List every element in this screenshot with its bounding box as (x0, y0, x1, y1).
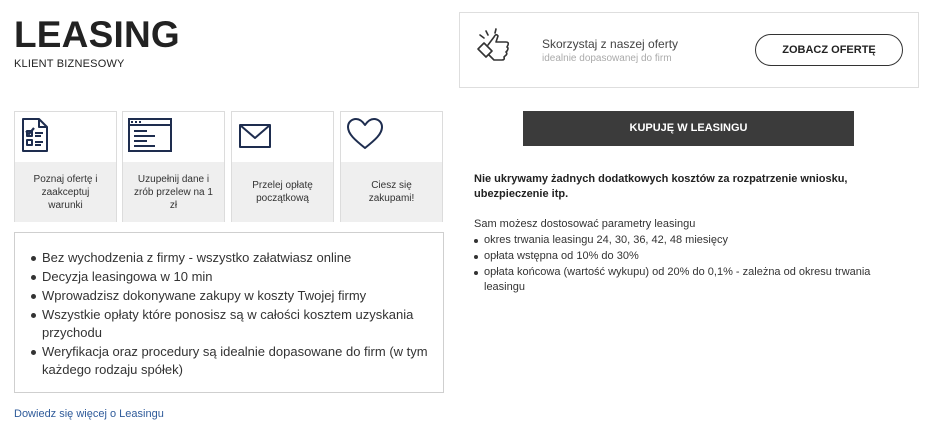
offer-subline: idealnie dopasowanej do firm (542, 53, 672, 64)
list-item: Wprowadzisz dokonywane zakupy w koszty Twojej firmy (31, 287, 431, 305)
step-label: Poznaj ofertę i zaakceptuj warunki (15, 162, 116, 222)
list-item: Bez wychodzenia z firmy - wszystko załatwiasz online (31, 249, 431, 267)
parameters-intro: Sam możesz dostosować parametry leasingu (474, 218, 696, 230)
list-item: opłata wstępna od 10% do 30% (474, 249, 904, 264)
buy-in-leasing-button[interactable]: KUPUJĘ W LEASINGU (523, 111, 854, 146)
see-offer-button[interactable]: ZOBACZ OFERTĘ (755, 34, 903, 66)
thumbs-up-icon (474, 27, 516, 69)
benefits-box (14, 232, 444, 393)
form-window-icon (127, 116, 173, 154)
step-label: Ciesz się zakupami! (341, 162, 442, 222)
list-item: Wszystkie opłaty które ponosisz są w całości kosztem uzyskania przychodu (31, 306, 431, 342)
benefits-list (31, 249, 431, 380)
list-item: Decyzja leasingowa w 10 min (31, 268, 431, 286)
heart-icon (345, 116, 385, 154)
list-item: opłata końcowa (wartość wykupu) od 20% do 0,1% - zależna od okresu trwania leasingu (474, 265, 904, 295)
step-card-2 (122, 111, 225, 222)
list-item: Weryfikacja oraz procedury są idealnie dopasowane do firm (w tym każdego rodzaju spółek) (31, 343, 431, 379)
offer-banner (459, 12, 919, 88)
step-card-3 (231, 111, 334, 222)
page-title: LEASING (14, 14, 180, 55)
document-checklist-icon (19, 116, 53, 154)
step-card-4 (340, 111, 443, 222)
step-label: Uzupełnij dane i zrób przelew na 1 zł (123, 162, 224, 222)
step-card-1 (14, 111, 117, 222)
list-item: okres trwania leasingu 24, 30, 36, 42, 48 miesięcy (474, 233, 904, 248)
no-hidden-costs-text: Nie ukrywamy żadnych dodatkowych kosztów za rozpatrzenie wniosku, ubezpieczenie itp. (474, 173, 848, 200)
learn-more-link[interactable]: Dowiedz się więcej o Leasingu (14, 408, 164, 420)
page-subtitle: KLIENT BIZNESOWY (14, 58, 125, 70)
envelope-icon (236, 116, 276, 154)
parameters-list (474, 233, 904, 296)
offer-headline: Skorzystaj z naszej oferty (542, 37, 679, 51)
step-label: Przelej opłatę początkową (232, 162, 333, 222)
